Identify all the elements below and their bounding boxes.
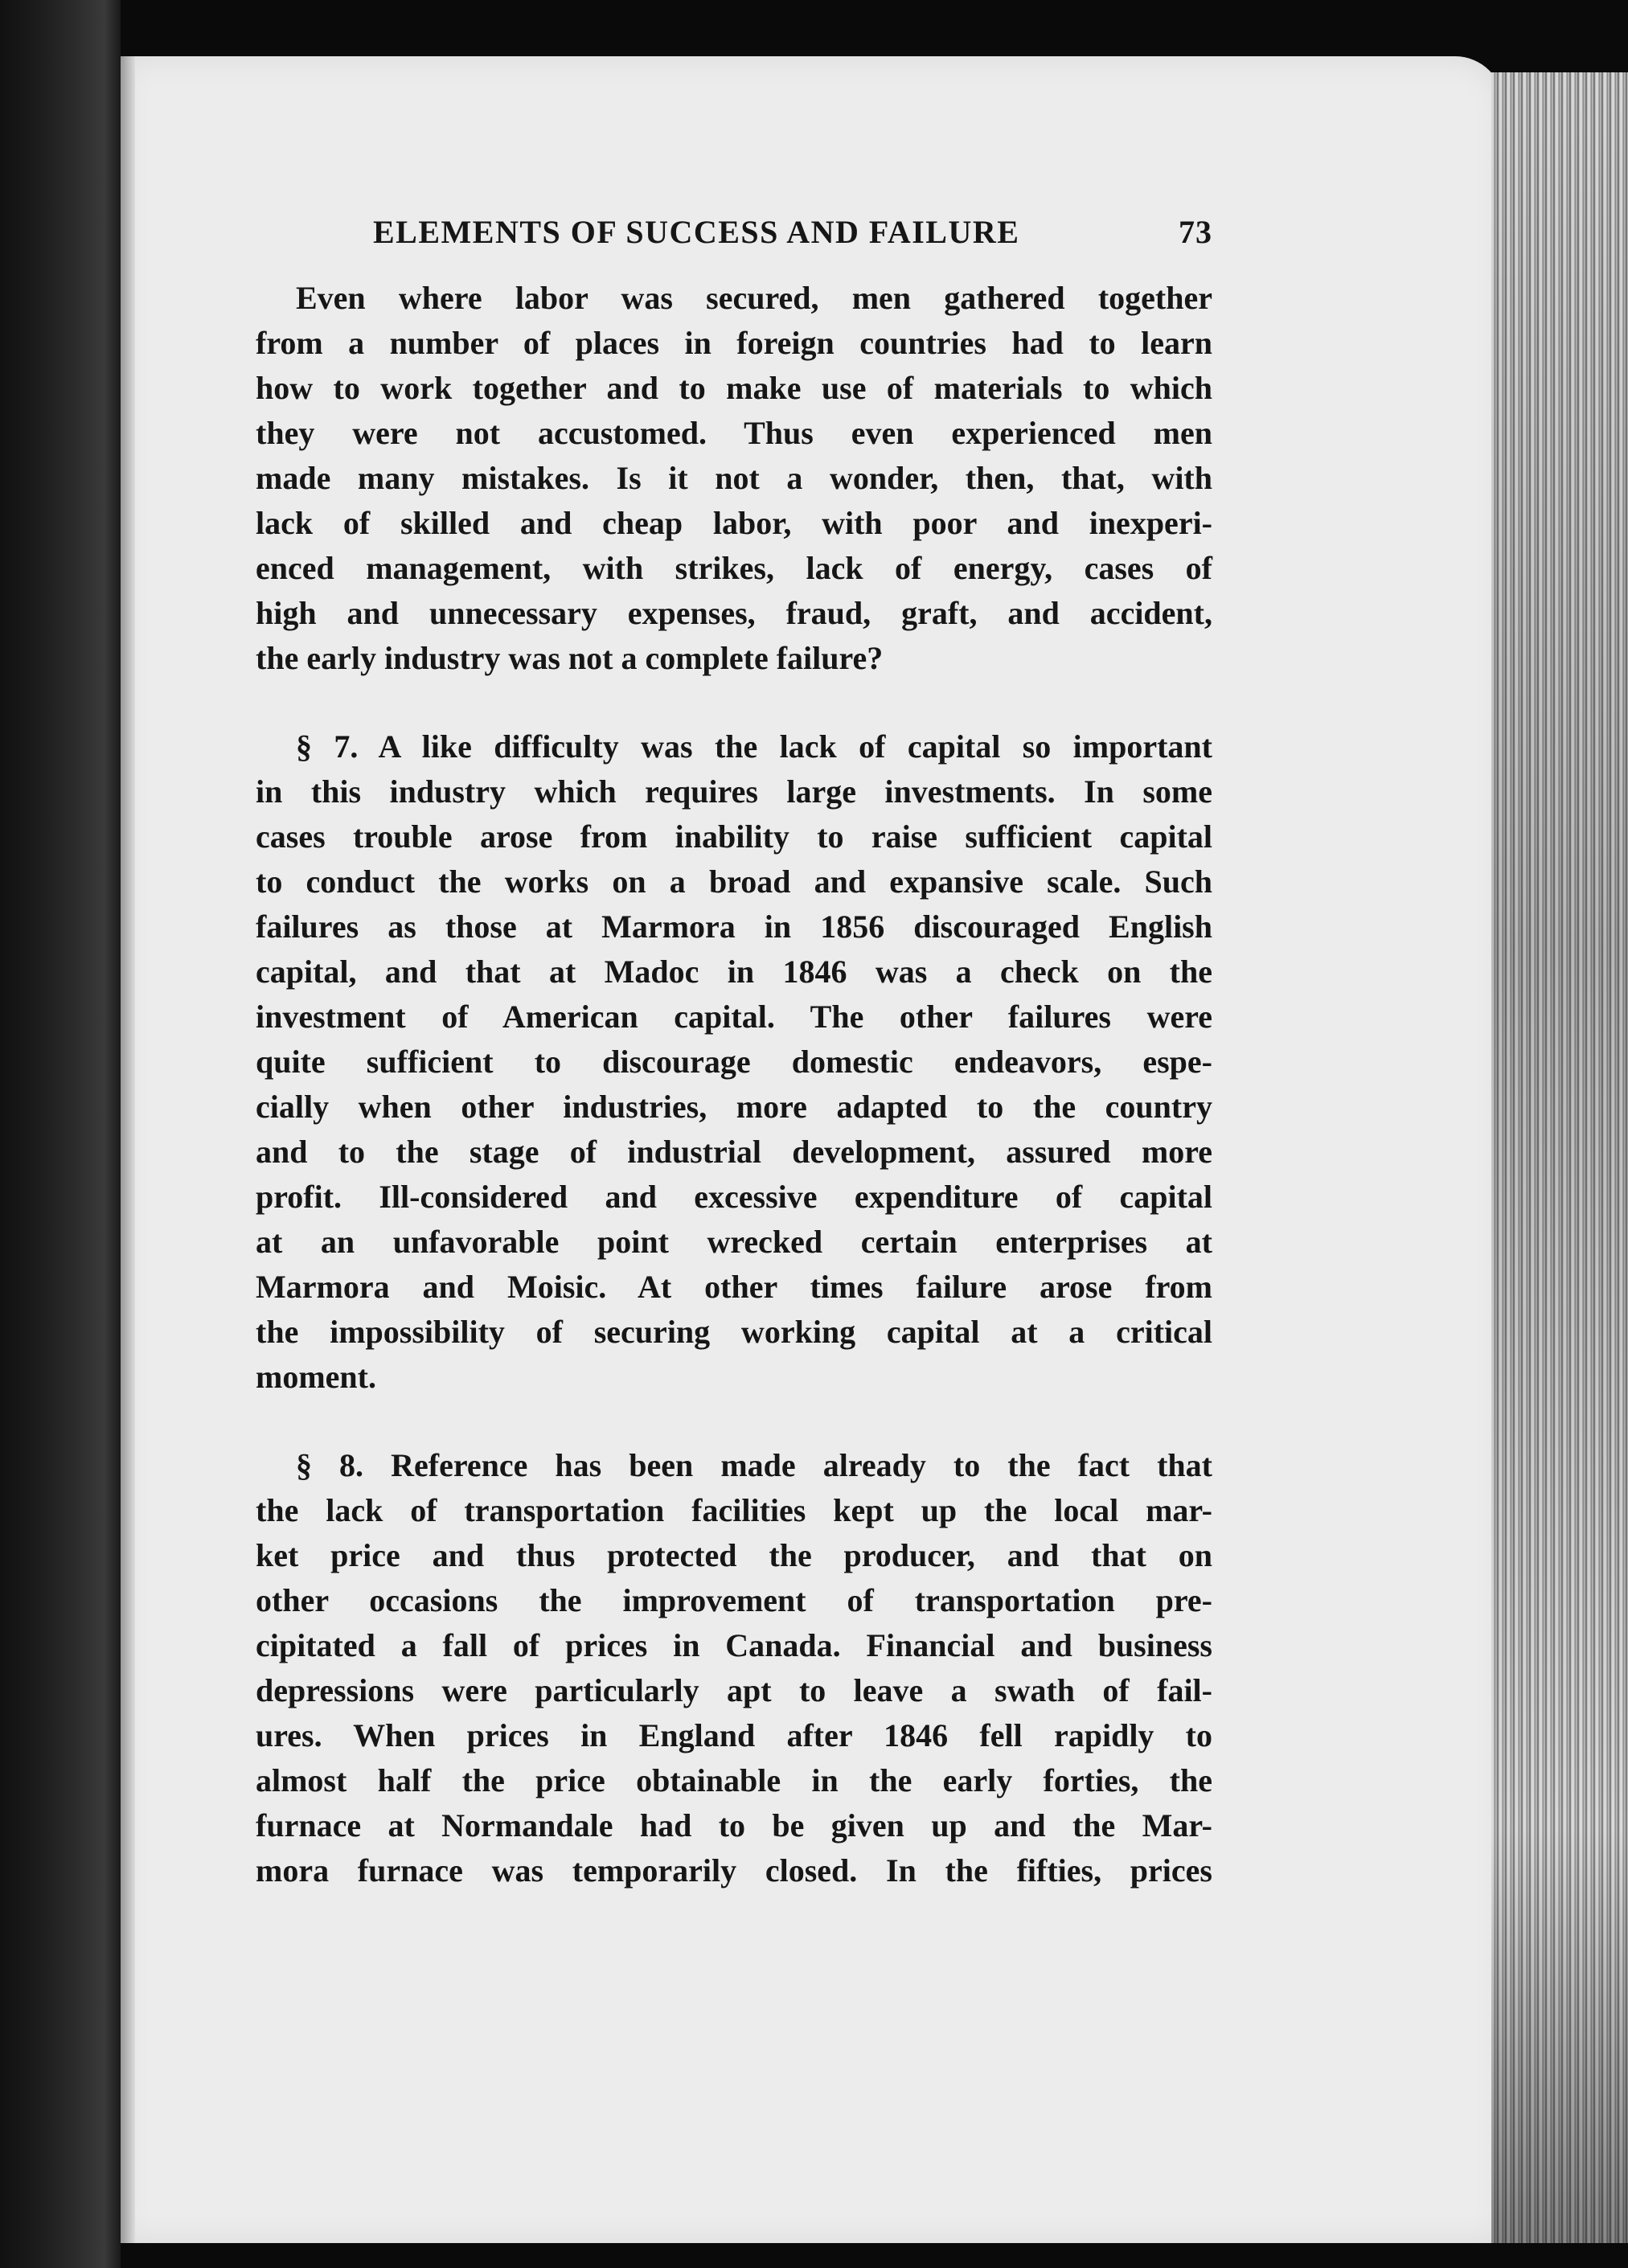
text-line: investment of American capital. The other failures were	[256, 999, 1212, 1035]
running-head	[373, 213, 1212, 261]
scan-left-margin	[0, 0, 121, 2268]
text-line: enced management, with strikes, lack of energy, cases of	[256, 550, 1212, 586]
text-line: at an unfavorable point wrecked certain enterprises at	[256, 1224, 1212, 1260]
page-text	[256, 213, 1212, 1893]
text-line: made many mistakes. Is it not a wonder, then, that, with	[256, 460, 1212, 496]
text-line: other occasions the improvement of transportation pre-	[256, 1582, 1212, 1618]
paragraph-section-8	[256, 1443, 1212, 1893]
text-line: Even where labor was secured, men gathered together	[296, 280, 1212, 316]
text-line: cially when other industries, more adapted to the country	[256, 1089, 1212, 1125]
paragraph-1	[256, 276, 1212, 681]
text-line: from a number of places in foreign countries had to learn	[256, 325, 1212, 361]
text-line: § 8. Reference has been made already to the fact that	[296, 1447, 1212, 1483]
running-head-title: ELEMENTS OF SUCCESS AND FAILURE	[373, 214, 1020, 250]
book-page-edges	[1491, 72, 1628, 2268]
text-line: high and unnecessary expenses, fraud, graft, and accident,	[256, 595, 1212, 631]
text-line: Marmora and Moisic. At other times failure arose from	[256, 1269, 1212, 1305]
text-line: cipitated a fall of prices in Canada. Financial and business	[256, 1627, 1212, 1663]
text-line: ures. When prices in England after 1846 fell rapidly to	[256, 1717, 1212, 1753]
text-line: to conduct the works on a broad and expansive scale. Such	[256, 863, 1212, 900]
page-gutter	[121, 56, 135, 2243]
page-number: 73	[1179, 214, 1212, 250]
text-line: quite sufficient to discourage domestic endeavors, espe-	[256, 1044, 1212, 1080]
text-line: lack of skilled and cheap labor, with poor and inexperi-	[256, 505, 1212, 541]
text-line: how to work together and to make use of materials to which	[256, 370, 1212, 406]
text-line: capital, and that at Madoc in 1846 was a check on the	[256, 954, 1212, 990]
text-line: moment.	[256, 1359, 376, 1395]
text-line: furnace at Normandale had to be given up and the Mar-	[256, 1807, 1212, 1844]
text-line: the lack of transportation facilities kept up the local mar-	[256, 1492, 1212, 1528]
text-line: almost half the price obtainable in the early forties, the	[256, 1762, 1212, 1798]
paragraph-section-7	[256, 724, 1212, 1400]
text-line: profit. Ill-considered and excessive expenditure of capital	[256, 1179, 1212, 1215]
text-line: mora furnace was temporarily closed. In the fifties, prices	[256, 1852, 1212, 1889]
text-line: depressions were particularly apt to leave a swath of fail-	[256, 1672, 1212, 1708]
scan-bottom-band	[121, 2243, 1628, 2268]
text-line: they were not accustomed. Thus even experienced men	[256, 415, 1212, 451]
text-line: § 7. A like difficulty was the lack of capital so important	[296, 728, 1212, 765]
text-line: the impossibility of securing working capital at a critical	[256, 1314, 1212, 1350]
text-line: the early industry was not a complete failure?	[256, 640, 884, 676]
text-line: cases trouble arose from inability to raise sufficient capital	[256, 818, 1212, 855]
text-line: ket price and thus protected the producer, and that on	[256, 1537, 1212, 1573]
text-line: in this industry which requires large investments. In some	[256, 773, 1212, 810]
text-line: failures as those at Marmora in 1856 discouraged English	[256, 908, 1212, 945]
text-line: and to the stage of industrial development, assured more	[256, 1134, 1212, 1170]
